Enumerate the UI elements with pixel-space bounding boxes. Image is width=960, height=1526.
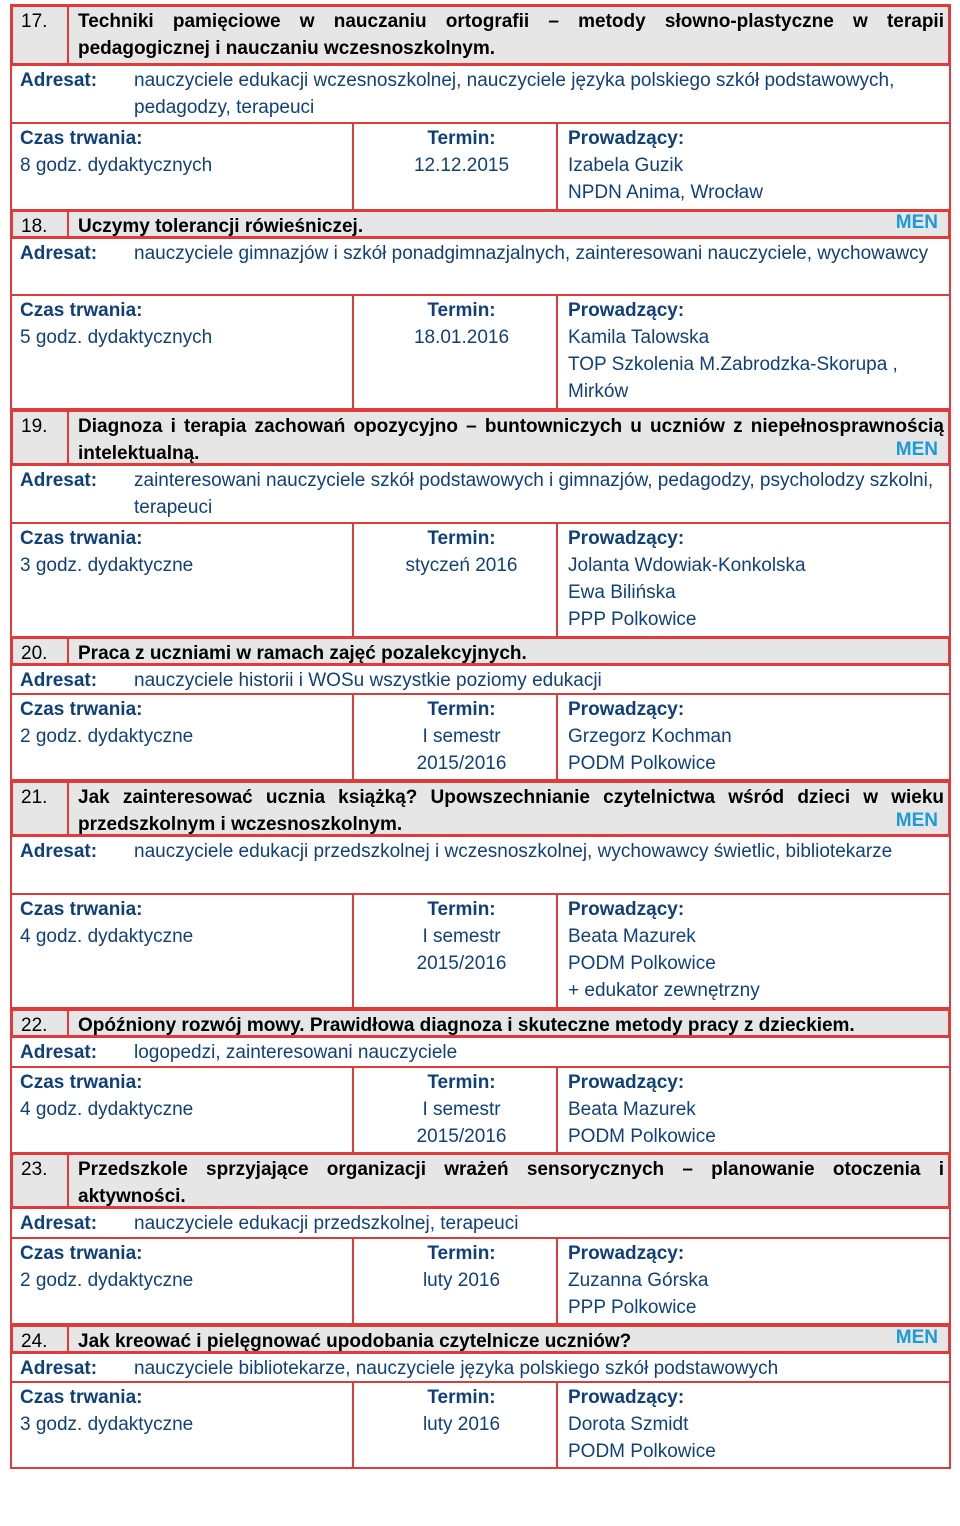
date-value: I semestr [422,726,501,747]
course-block [10,1324,951,1469]
men-badge: MEN [895,212,938,233]
instructor-value: Beata Mazurek [568,1099,696,1120]
course-block [10,409,951,638]
instructor-label: Prowadzący: [568,1243,685,1264]
duration-column [20,297,212,351]
course-title: Praca z uczniami w ramach zajęć pozalekcyjnych. [78,643,527,664]
duration-column [20,896,193,950]
info-row [10,294,951,410]
info-row [10,1066,951,1154]
course-number: 22. [21,1015,48,1036]
number-divider [67,1011,69,1035]
column-divider [352,1239,354,1323]
date-value: 2015/2016 [416,753,507,774]
instructor-column [568,125,948,206]
number-divider [67,1327,69,1351]
instructor-value: Mirków [568,381,629,402]
date-column [364,1069,559,1150]
date-column [364,1384,559,1438]
adresat-label: Adresat: [20,70,98,91]
column-divider [352,1383,354,1467]
date-column [364,896,559,977]
duration-label: Czas trwania: [20,899,143,920]
instructor-value: TOP Szkolenia M.Zabrodzka-Skorupa , [568,354,898,375]
instructor-value: PPP Polkowice [568,1297,697,1318]
info-row [10,522,951,638]
adresat-row [10,1036,951,1068]
instructor-label: Prowadzący: [568,528,685,549]
column-divider [352,695,354,779]
date-label: Termin: [427,528,496,549]
course-title-row [10,780,951,837]
adresat-value: nauczyciele historii i WOSu wszystkie poziomy edukacji [134,670,602,691]
adresat-row [10,237,951,296]
course-title-row [10,409,951,466]
duration-column [20,1240,193,1294]
date-label: Termin: [427,300,496,321]
date-value: 2015/2016 [416,1126,507,1147]
date-label: Termin: [427,128,496,149]
course-title-row [10,636,951,666]
duration-label: Czas trwania: [20,300,143,321]
duration-column [20,525,193,579]
course-title-row [10,209,951,239]
adresat-row [10,464,951,524]
course-title-row [10,4,951,66]
info-row [10,693,951,781]
course-title: Diagnoza i terapia zachowań opozycyjno – buntowniczych u uczniów z niepełnosprawnością intelektualną. [78,416,944,464]
course-block [10,636,951,781]
course-number: 18. [21,216,48,237]
date-label: Termin: [427,699,496,720]
instructor-label: Prowadzący: [568,899,685,920]
duration-value: 3 godz. dydaktyczne [20,1414,194,1435]
instructor-column [568,297,948,405]
course-title: Uczymy tolerancji rówieśniczej. [78,216,364,237]
duration-column [20,1384,193,1438]
instructor-column [568,696,948,777]
adresat-value: nauczyciele bibliotekarze, nauczyciele języka polskiego szkół podstawowych [134,1358,779,1379]
number-divider [67,412,69,463]
course-title-row [10,1324,951,1354]
info-row [10,893,951,1009]
date-value: luty 2016 [422,1270,501,1291]
instructor-value: PPP Polkowice [568,609,697,630]
adresat-value: nauczyciele edukacji wczesnoszkolnej, nauczyciele języka polskiego szkół podstawowych, pedagodzy, terapeuci [134,70,895,118]
course-block [10,780,951,1009]
date-column [364,1240,559,1294]
adresat-label: Adresat: [20,470,98,491]
instructor-label: Prowadzący: [568,1387,685,1408]
adresat-row [10,664,951,695]
duration-column [20,125,212,179]
course-block [10,1152,951,1325]
course-number: 19. [21,416,48,437]
adresat-value: zainteresowani nauczyciele szkół podstawowych i gimnazjów, pedagodzy, psycholodzy szkolni, terapeuci [134,470,934,518]
instructor-column [568,1384,948,1465]
number-divider [67,212,69,236]
instructor-value: Kamila Talowska [568,327,710,348]
duration-column [20,1069,193,1123]
duration-value: 2 godz. dydaktyczne [20,1270,194,1291]
duration-value: 4 godz. dydaktyczne [20,1099,194,1120]
duration-value: 8 godz. dydaktycznych [20,155,213,176]
men-badge: MEN [895,439,938,460]
instructor-label: Prowadzący: [568,300,685,321]
course-title: Techniki pamięciowe w nauczaniu ortografii – metody słowno-plastyczne w terapii pedagogicznej i nauczaniu wczesnoszkolnym. [78,11,944,59]
course-title-row [10,1152,951,1209]
course-number: 21. [21,787,48,808]
duration-value: 2 godz. dydaktyczne [20,726,194,747]
instructor-column [568,896,948,1004]
instructor-label: Prowadzący: [568,699,685,720]
course-number: 20. [21,643,48,664]
instructor-column [568,525,948,633]
adresat-label: Adresat: [20,841,98,862]
duration-label: Czas trwania: [20,128,143,149]
instructor-value: Dorota Szmidt [568,1414,689,1435]
number-divider [67,1155,69,1206]
duration-value: 5 godz. dydaktycznych [20,327,213,348]
date-column [364,125,559,179]
instructor-value: Grzegorz Kochman [568,726,732,747]
number-divider [67,639,69,663]
date-value: I semestr [422,926,501,947]
course-title: Przedszkole sprzyjające organizacji wrażeń sensorycznych – planowanie otoczenia i aktywności. [78,1159,944,1207]
course-title-row [10,1008,951,1038]
column-divider [352,124,354,209]
date-value: 12.12.2015 [413,155,510,176]
course-number: 23. [21,1159,48,1180]
instructor-label: Prowadzący: [568,1072,685,1093]
adresat-row [10,1207,951,1239]
instructor-value: Izabela Guzik [568,155,684,176]
instructor-value: PODM Polkowice [568,753,716,774]
instructor-column [568,1069,948,1150]
date-column [364,297,559,351]
instructor-column [568,1240,948,1321]
number-divider [67,7,69,63]
instructor-value: Beata Mazurek [568,926,696,947]
date-column [364,525,559,579]
instructor-label: Prowadzący: [568,128,685,149]
adresat-value: nauczyciele edukacji przedszkolnej, terapeuci [134,1213,519,1234]
date-label: Termin: [427,1387,496,1408]
course-block [10,209,951,410]
adresat-value: logopedzi, zainteresowani nauczyciele [134,1042,458,1063]
date-value: 18.01.2016 [413,327,510,348]
course-title: Jak kreować i pielęgnować upodobania czytelnicze uczniów? [78,1331,632,1352]
course-number: 17. [21,11,48,32]
duration-label: Czas trwania: [20,1387,143,1408]
instructor-value: PODM Polkowice [568,953,716,974]
instructor-value: + edukator zewnętrzny [568,980,760,1001]
instructor-value: NPDN Anima, Wrocław [568,182,763,203]
adresat-label: Adresat: [20,1213,98,1234]
instructor-value: PODM Polkowice [568,1441,716,1462]
adresat-label: Adresat: [20,243,98,264]
duration-column [20,696,193,750]
date-value: styczeń 2016 [405,555,518,576]
number-divider [67,783,69,834]
adresat-value: nauczyciele gimnazjów i szkół ponadgimnazjalnych, zainteresowani nauczyciele, wychowawcy [134,243,929,264]
instructor-value: Jolanta Wdowiak-Konkolska [568,555,806,576]
men-badge: MEN [895,1327,938,1348]
adresat-value: nauczyciele edukacji przedszkolnej i wczesnoszkolnej, wychowawcy świetlic, bibliotekarze [134,841,893,862]
adresat-row [10,835,951,895]
duration-value: 4 godz. dydaktyczne [20,926,194,947]
column-divider [352,296,354,408]
adresat-label: Adresat: [20,670,98,691]
info-row [10,122,951,211]
duration-value: 3 godz. dydaktyczne [20,555,194,576]
info-row [10,1381,951,1469]
adresat-label: Adresat: [20,1042,98,1063]
instructor-value: Zuzanna Górska [568,1270,709,1291]
duration-label: Czas trwania: [20,1243,143,1264]
column-divider [352,895,354,1007]
date-label: Termin: [427,1243,496,1264]
course-number: 24. [21,1331,48,1352]
column-divider [352,1068,354,1152]
date-value: 2015/2016 [416,953,507,974]
duration-label: Czas trwania: [20,528,143,549]
date-label: Termin: [427,899,496,920]
duration-label: Czas trwania: [20,699,143,720]
date-value: I semestr [422,1099,501,1120]
instructor-value: Ewa Bilińska [568,582,676,603]
duration-label: Czas trwania: [20,1072,143,1093]
course-title: Jak zainteresować ucznia książką? Upowszechnianie czytelnictwa wśród dzieci w wieku przedszkolnym i wczesnoszkolnym. [78,787,944,835]
course-block [10,1008,951,1154]
adresat-label: Adresat: [20,1358,98,1379]
info-row [10,1237,951,1325]
instructor-value: PODM Polkowice [568,1126,716,1147]
course-title: Opóźniony rozwój mowy. Prawidłowa diagnoza i skuteczne metody pracy z dzieckiem. [78,1015,855,1036]
date-label: Termin: [427,1072,496,1093]
course-block [10,4,951,211]
adresat-row [10,64,951,124]
men-badge: MEN [895,810,938,831]
date-value: luty 2016 [422,1414,501,1435]
column-divider [352,524,354,636]
adresat-row [10,1352,951,1383]
date-column [364,696,559,777]
